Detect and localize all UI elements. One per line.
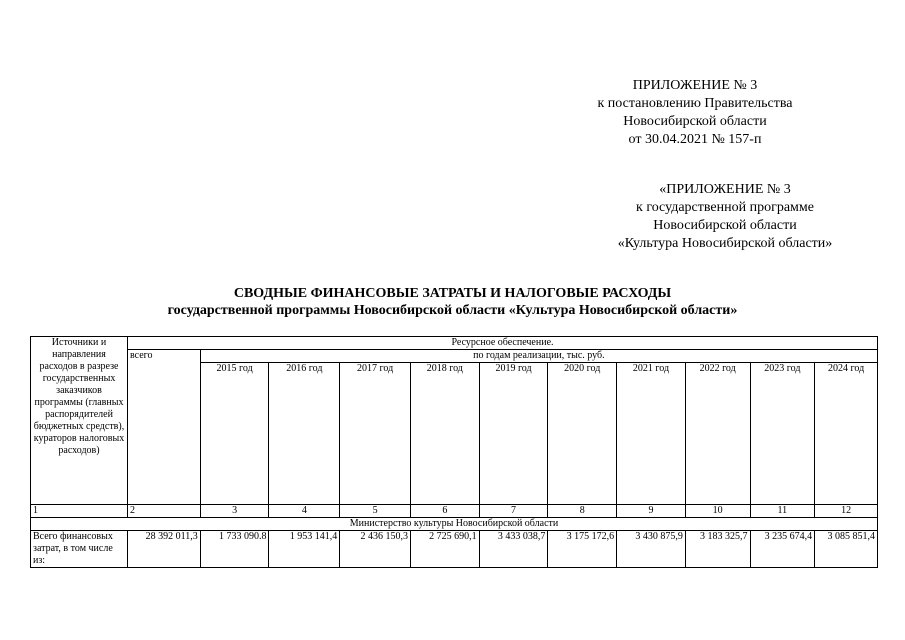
appendix-order-header: [560, 77, 830, 149]
column-number: 3: [200, 505, 269, 518]
total-row-label: Всего финансовых затрат, в том числе из:: [31, 531, 128, 568]
column-number: 1: [31, 505, 128, 518]
column-number: 11: [750, 505, 815, 518]
year-header: 2023 год: [750, 363, 815, 505]
total-row-value: 3 433 038,7: [479, 531, 548, 568]
total-row-value: 28 392 011,3: [128, 531, 201, 568]
total-row-value: 3 235 674,4: [750, 531, 815, 568]
column-number: 9: [617, 505, 686, 518]
column-number: 4: [269, 505, 340, 518]
appendix-program-header: [575, 181, 875, 253]
appendix-order-line2: к постановлению Правительства: [597, 96, 793, 111]
year-header: 2022 год: [685, 363, 750, 505]
year-header: 2019 год: [479, 363, 548, 505]
year-header: 2021 год: [617, 363, 686, 505]
document-title: СВОДНЫЕ ФИНАНСОВЫЕ ЗАТРАТЫ И НАЛОГОВЫЕ РАСХОДЫ: [233, 286, 672, 301]
ministry-name: Министерство культуры Новосибирской области: [31, 518, 878, 531]
column-number: 12: [815, 505, 878, 518]
ministry-row: [31, 518, 878, 531]
source-header: Источники и направления расходов в разрезе государственных заказчиков программы (главных распорядителей бюджетных средств), кураторов налоговых расходов): [31, 337, 128, 505]
column-number: 8: [548, 505, 617, 518]
total-header: всего: [128, 350, 201, 505]
resource-header: Ресурсное обеспечение.: [128, 337, 878, 350]
appendix-order-line1: ПРИЛОЖЕНИЕ № 3: [632, 78, 758, 93]
total-row-value: 3 183 325,7: [685, 531, 750, 568]
year-header: 2018 год: [410, 363, 479, 505]
year-header: 2017 год: [340, 363, 411, 505]
total-row-value: 3 085 851,4: [815, 531, 878, 568]
column-number: 5: [340, 505, 411, 518]
column-number: 7: [479, 505, 548, 518]
appendix-program-line3: Новосибирской области: [653, 218, 797, 233]
year-header: 2015 год: [200, 363, 269, 505]
total-row-value: 3 430 875,9: [617, 531, 686, 568]
column-number: 2: [128, 505, 201, 518]
total-row-value: 1 733 090.8: [200, 531, 269, 568]
total-row-value: 3 175 172,6: [548, 531, 617, 568]
appendix-order-line4: от 30.04.2021 № 157-п: [628, 132, 762, 147]
year-header: 2020 год: [548, 363, 617, 505]
total-row-value: 2 436 150,3: [340, 531, 411, 568]
year-header: 2024 год: [815, 363, 878, 505]
column-number: 6: [410, 505, 479, 518]
total-row-value: 1 953 141,4: [269, 531, 340, 568]
appendix-program-line4: «Культура Новосибирской области»: [617, 236, 833, 251]
table-row: [31, 531, 878, 568]
years-header: по годам реализации, тыс. руб.: [200, 350, 877, 363]
appendix-order-line3: Новосибирской области: [623, 114, 767, 129]
appendix-program-line2: к государственной программе: [636, 200, 814, 215]
appendix-program-line1: «ПРИЛОЖЕНИЕ № 3: [659, 182, 791, 197]
total-row-value: 2 725 690,1: [410, 531, 479, 568]
column-number: 10: [685, 505, 750, 518]
column-number-row: [31, 505, 878, 518]
financial-table: [30, 336, 878, 568]
document-subtitle: государственной программы Новосибирской области «Культура Новосибирской области»: [167, 303, 738, 318]
year-header: 2016 год: [269, 363, 340, 505]
